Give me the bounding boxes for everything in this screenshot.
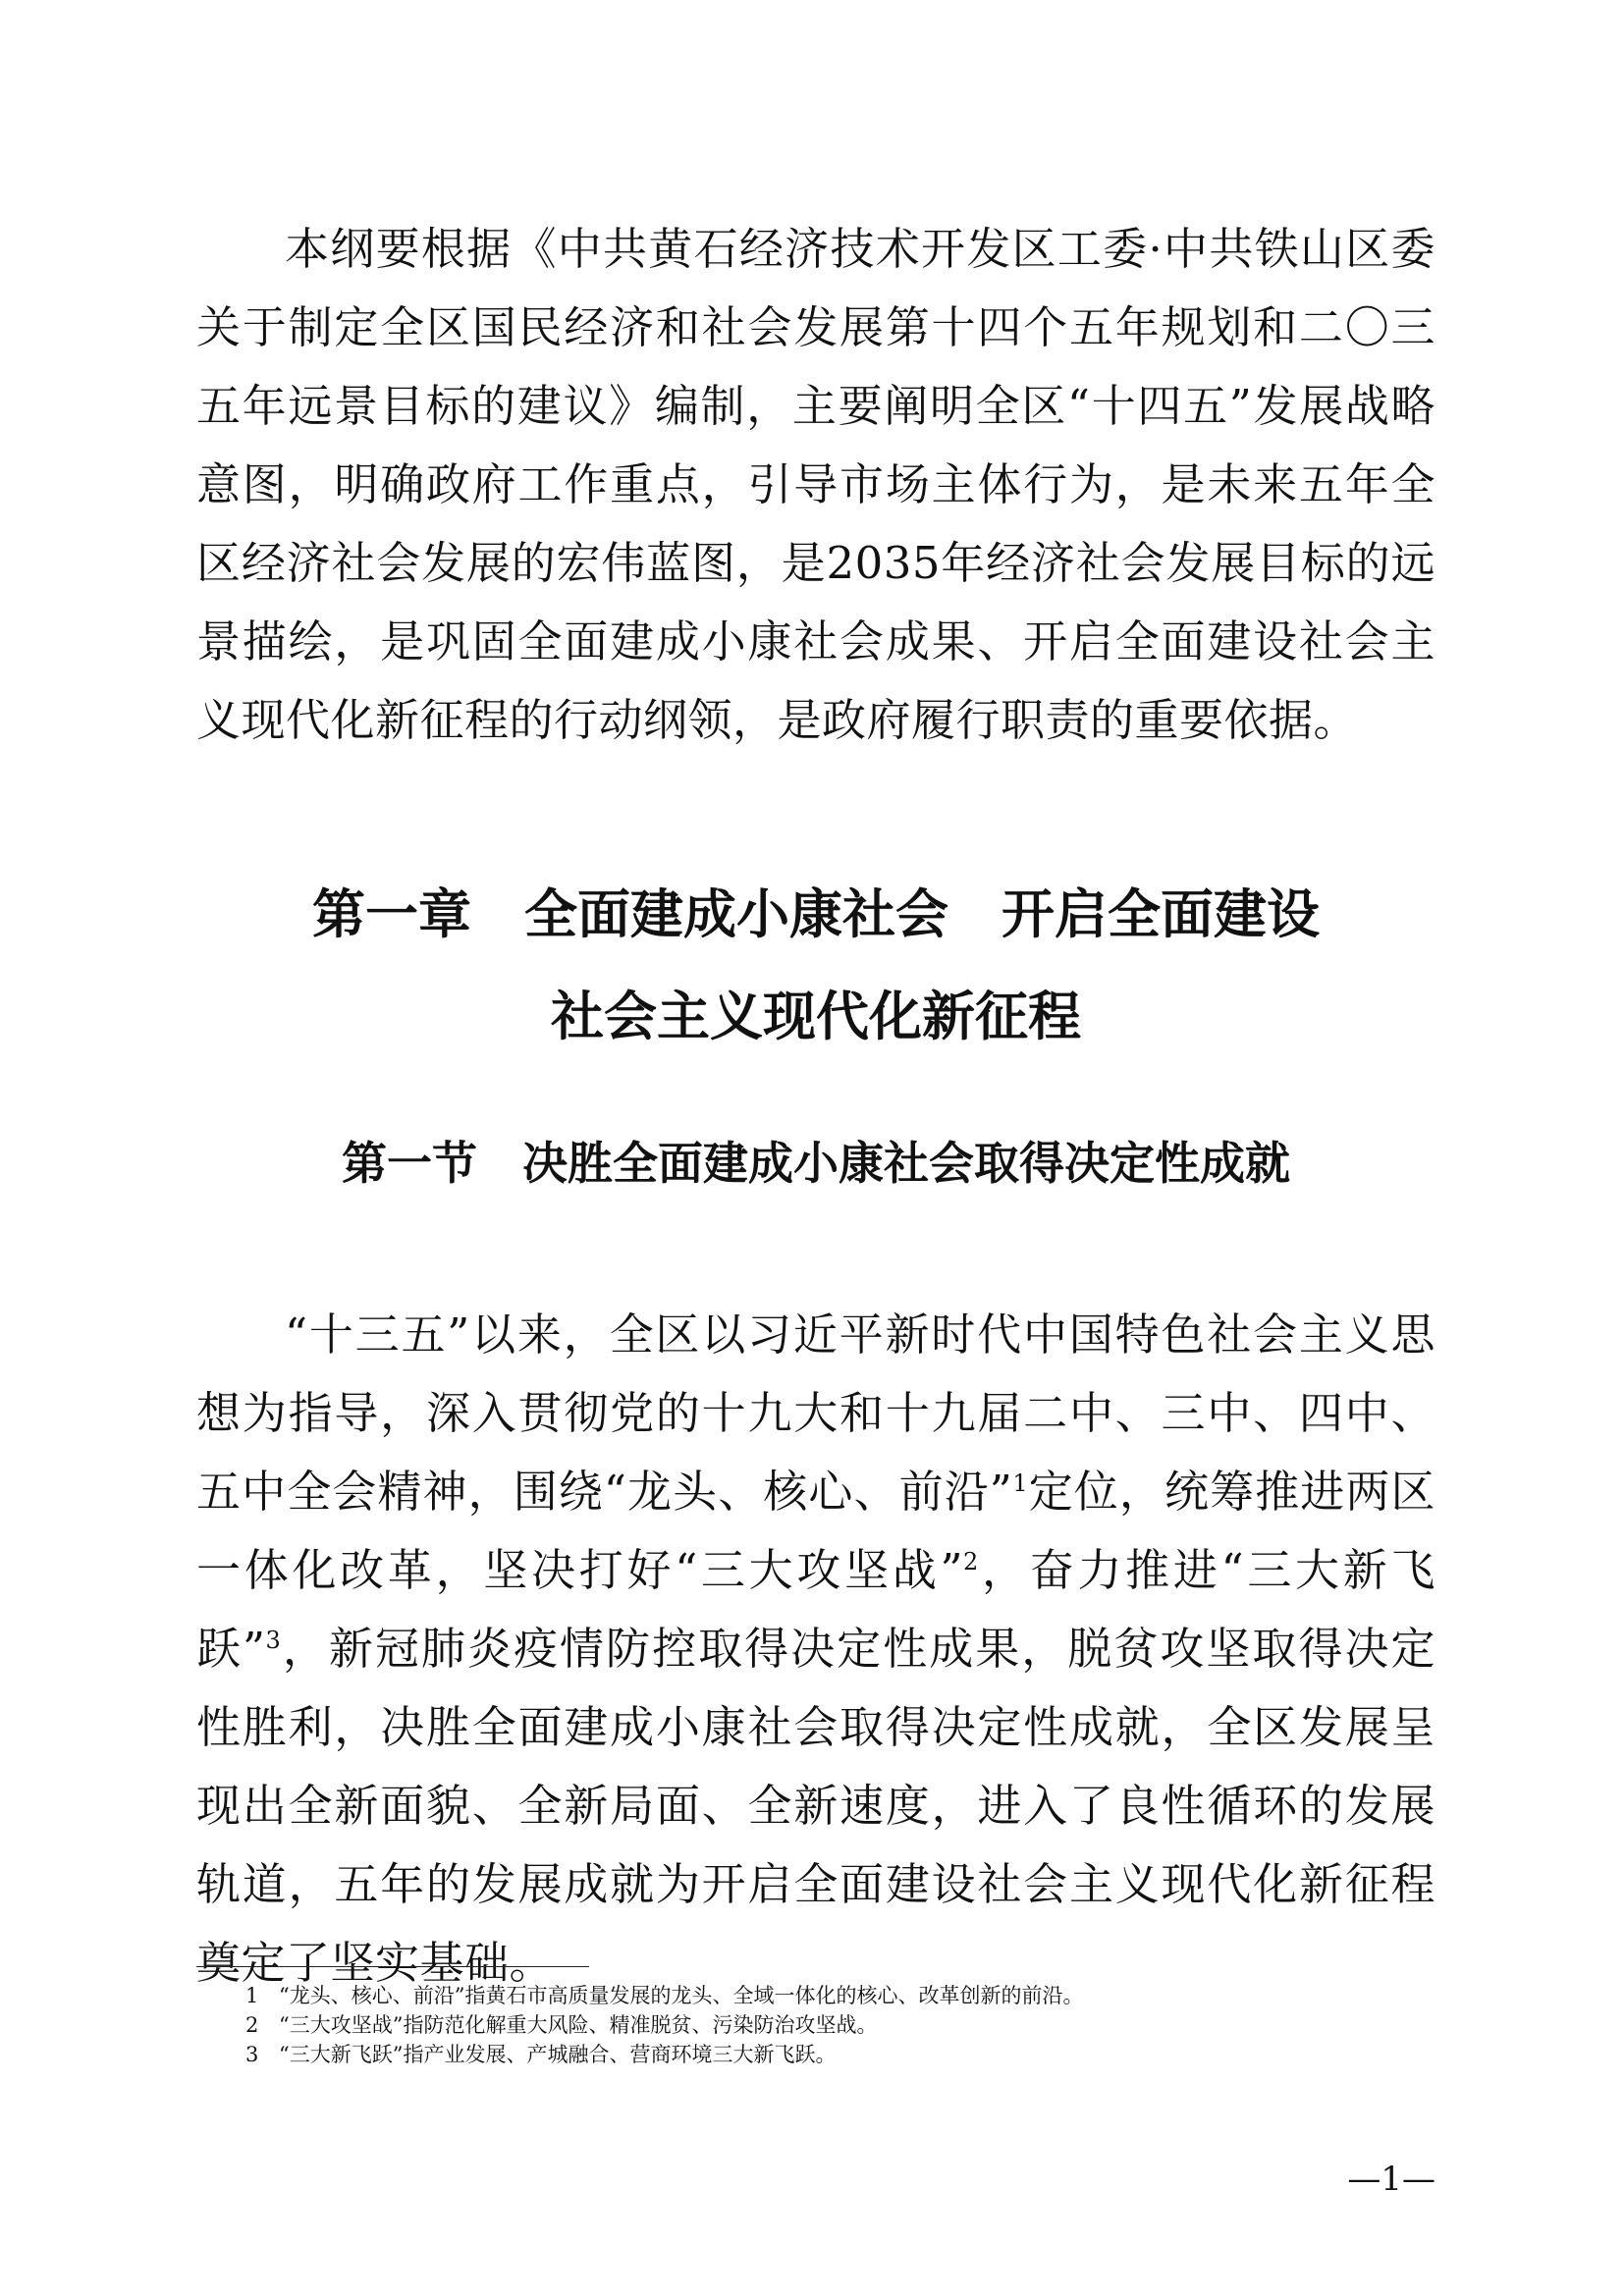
footnote-text: “三大新飞跃”指产业发展、产城融合、营商环境三大新飞跃。 xyxy=(279,2043,837,2066)
chapter-title-line-1: 第一章 全面建成小康社会 开启全面建设 xyxy=(312,883,1320,945)
chapter-title xyxy=(196,864,1435,1068)
footnote-text: “龙头、核心、前沿”指黄石市高质量发展的龙头、全域一体化的核心、改革创新的前沿。 xyxy=(279,1984,1084,2007)
body-text-part-1: “十三五”以来，全区以习近平新时代中国特色社会主义思想为指导，深入贯彻党的十九大和十九届二中、三中、四中、五中全会精神，围绕“龙头、核心、前沿” xyxy=(196,1308,1435,1518)
footnote-number: 1 xyxy=(245,1984,259,2007)
footnote-number: 3 xyxy=(245,2043,259,2066)
footnote-ref-1[interactable]: 1 xyxy=(1012,1469,1029,1497)
chapter-title-line-2: 社会主义现代化新征程 xyxy=(551,986,1081,1047)
footnote-number: 2 xyxy=(245,2013,259,2037)
footnote-divider xyxy=(196,1966,589,1967)
body-text-part-3: ，奋力推进“三大新飞跃” xyxy=(196,1544,1435,1675)
footnote-text: “三大攻坚战”指防范化解重大风险、精准脱贫、污染防治攻坚战。 xyxy=(279,2013,878,2037)
footnote-item xyxy=(245,2040,1424,2069)
footnote-item xyxy=(245,1981,1424,2010)
body-paragraph xyxy=(196,1296,1435,2002)
section-title: 第一节 决胜全面建成小康社会取得决定性成就 xyxy=(342,1137,1290,1190)
footnote-ref-2[interactable]: 2 xyxy=(963,1548,979,1575)
footnote-ref-3[interactable]: 3 xyxy=(265,1627,282,1654)
intro-paragraph: 本纲要根据《中共黄石经济技术开发区工委·中共铁山区委关于制定全区国民经济和社会发展第十四个五年规划和二〇三五年远景目标的建议》编制，主要阐明全区“十四五”发展战略意图，明确政府工作重点，引导市场主体行为，是未来五年全区经济社会发展的宏伟蓝图，是2035年经济社会发展目标的远景描绘，是巩固全面建成小康社会成果、开启全面建设社会主义现代化新征程的行动纲领，是政府履行职责的重要依据。 xyxy=(196,223,1435,746)
body-text-part-4: ，新冠肺炎疫情防控取得决定性成果，脱贫攻坚取得决定性胜利，决胜全面建成小康社会取得决定性成就，全区发展呈现出全新面貌、全新局面、全新速度，进入了良性循环的发展轨道，五年的发展成就为开启全面建设社会主义现代化新征程奠定了坚实基础。 xyxy=(196,1623,1435,1989)
body-text-part-2: 定位，统筹推进两区一体化改革，坚决打好“三大攻坚战” xyxy=(196,1466,1435,1596)
footnotes xyxy=(245,1981,1424,2069)
page-number: —1— xyxy=(1347,2160,1435,2199)
footnote-item xyxy=(245,2010,1424,2040)
